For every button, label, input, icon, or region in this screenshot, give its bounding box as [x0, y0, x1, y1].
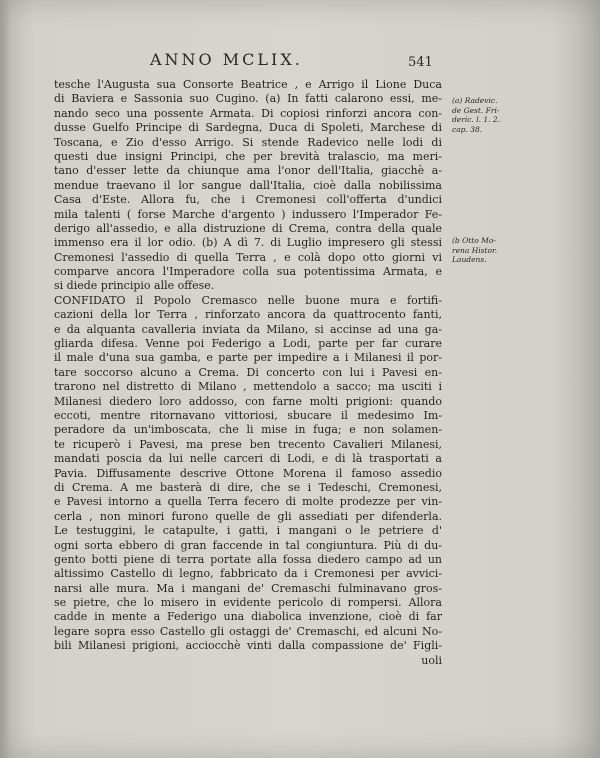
text-line: di Baviera e Sassonia suo Cugino. (a) In fatti calarono essi, me- — [54, 92, 442, 106]
text-line: di Crema. A me basterà di dire, che se i Tedeschi, Cremonesi, — [54, 480, 442, 494]
text-line: immenso era il lor odio. (b) A dì 7. di Luglio impresero gli stessi — [54, 236, 442, 250]
text-line: Milanesi diedero loro addosso, con farne molti prigioni: quando — [54, 394, 442, 408]
binding-shadow — [0, 0, 10, 758]
text-line: peradore da un'imboscata, che li mise in fuga; e non solamen- — [54, 423, 442, 437]
text-line: narsi alle mura. Ma i mangani de' Cremaschi fulminavano gros- — [54, 581, 442, 595]
margin-note-line: de Gest. Fri- — [452, 105, 500, 115]
text-line: Le testuggini, le catapulte, i gatti, i mangani o le petriere d' — [54, 524, 442, 538]
running-title: ANNO MCLIX. — [150, 50, 303, 69]
margin-note-a — [452, 96, 512, 134]
text-line: mendue traevano il lor sangue dall'Italia, cioè dalla nobilissima — [54, 178, 442, 192]
text-line: altissimo Castello di legno, fabbricato da i Cremonesi per avvici- — [54, 567, 442, 581]
text-line: questi due insigni Principi, che per brevità tralascio, ma meri- — [54, 149, 442, 163]
text-line: eccoti, mentre ritornavano vittoriosi, sbucare il medesimo Im- — [54, 408, 442, 422]
text-line: Casa d'Este. Allora fu, che i Cremonesi coll'offerta d'undici — [54, 193, 442, 207]
text-line: e da alquanta cavalleria inviata da Milano, si accinse ad una ga- — [54, 322, 442, 336]
page-number: 541 — [408, 55, 433, 70]
catchword: uoli — [421, 653, 442, 667]
text-line: te ricuperò i Pavesi, ma prese ben trecento Cavalieri Milanesi, — [54, 437, 442, 451]
text-line: mandati poscia da lui nelle carceri di Lodi, e di là trasportati a — [54, 452, 442, 466]
margin-note-line: deric. l. 1. 2. — [452, 115, 501, 124]
text-line: ogni sorta ebbero di gran faccende in tal congiuntura. Più di du- — [54, 538, 442, 552]
text-line: cadde in mente a Federigo una diabolica invenzione, cioè di far — [54, 610, 442, 624]
page-header — [55, 50, 455, 72]
text-line: il male d'una sua gamba, e parte per impedire a i Milanesi il por- — [54, 351, 442, 365]
margin-note-line: rena Histor. — [452, 245, 498, 255]
margin-note-line: cap. 38. — [452, 124, 483, 134]
text-line: e Pavesi intorno a quella Terra fecero di molte prodezze per vin- — [54, 495, 442, 509]
text-line: cazioni della lor Terra , rinforzato ancora da quattrocento fanti, — [54, 308, 442, 322]
margin-note-line: Laudens. — [452, 255, 487, 264]
body-text — [54, 78, 442, 668]
text-line: nando seco una possente Armata. Di copiosi rinforzi ancora con- — [54, 106, 442, 120]
text-line: trarono nel distretto di Milano , mettendolo a sacco; ma usciti i — [54, 380, 442, 394]
text-line: cerla , non minori furono quelle de gli assediati per difenderla. — [54, 509, 442, 523]
margin-note-line: (a) Radevic. — [452, 96, 498, 105]
text-line: mila talenti ( forse Marche d'argento ) indussero l'Imperador Fe- — [54, 207, 442, 221]
text-line: si diede principio alle offese. — [54, 279, 215, 293]
text-line: tare soccorso alcuno a Crema. Di concerto con lui i Pavesi en- — [54, 365, 442, 379]
text-line: gento botti piene di terra portate alla fossa diedero campo ad un — [54, 552, 442, 566]
text-line: tesche l'Augusta sua Consorte Beatrice , e Arrigo il Lione Duca — [54, 78, 442, 91]
text-line: tano d'esser lette da chiunque ama l'onor dell'Italia, giacchè a- — [54, 164, 442, 178]
text-line: legare sopra esso Castello gli ostaggi de' Cremaschi, ed alcuni No- — [54, 624, 442, 638]
text-line: Pavia. Diffusamente descrive Ottone Morena il famoso assedio — [54, 466, 442, 480]
text-line: se pietre, che lo misero in evidente pericolo di rompersi. Allora — [54, 596, 442, 610]
text-line: Toscana, e Zio d'esso Arrigo. Si stende Radevico nelle lodi di — [54, 135, 442, 149]
margin-note-b — [452, 236, 512, 265]
text-line: gliarda difesa. Venne poi Federigo a Lodi, parte per far curare — [54, 337, 442, 351]
margin-note-line: (b Otto Mo- — [452, 236, 496, 245]
text-line: dusse Guelfo Principe di Sardegna, Duca di Spoleti, Marchese di — [54, 121, 442, 135]
text-line: CONFIDATO il Popolo Cremasco nelle buone mura e fortifi- — [54, 293, 442, 307]
text-line: bili Milanesi prigioni, acciocchè vinti dalla compassione de' Figli- — [54, 639, 442, 653]
text-line: derigo all'assedio, e alla distruzione di Crema, contra della quale — [54, 221, 442, 235]
text-line: Cremonesi l'assedio di quella Terra , e colà dopo otto giorni vi — [54, 250, 442, 264]
text-line: comparve ancora l'Imperadore colla sua potentissima Armata, e — [54, 265, 442, 279]
